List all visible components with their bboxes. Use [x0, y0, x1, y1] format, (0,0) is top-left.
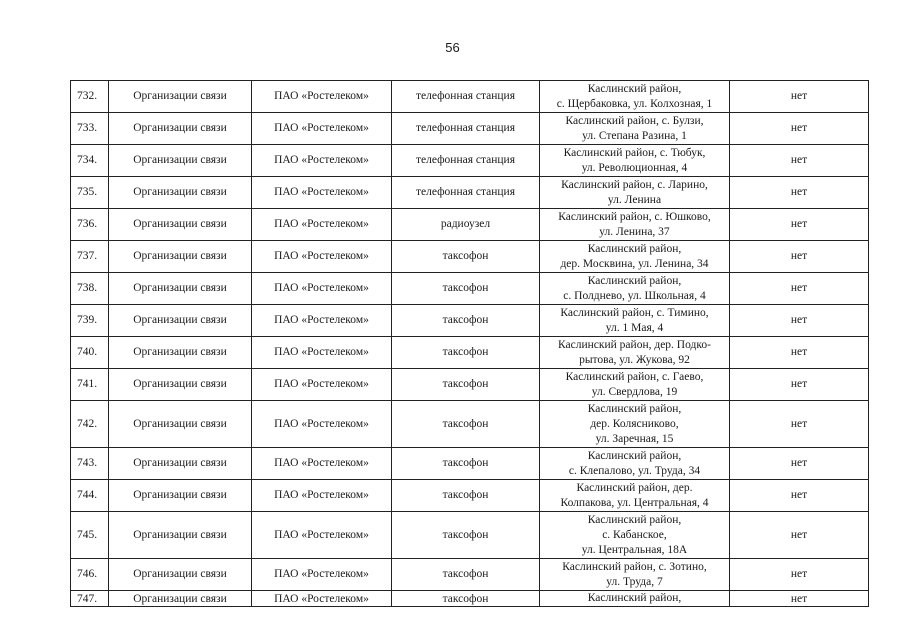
- object-type-cell: таксофон: [392, 480, 540, 512]
- status-cell: нет: [730, 273, 869, 305]
- table-body: [71, 81, 869, 607]
- organization-cell: ПАО «Ростелеком»: [252, 337, 392, 369]
- address-cell: [540, 209, 730, 241]
- address-cell: [540, 591, 730, 607]
- address-line: Каслинский район,: [587, 513, 682, 526]
- organization-cell: ПАО «Ростелеком»: [252, 512, 392, 559]
- row-number-cell: 745.: [71, 512, 109, 559]
- address-line: Каслинский район, с. Зотино,: [562, 560, 707, 573]
- organization-cell: ПАО «Ростелеком»: [252, 177, 392, 209]
- address-cell: [540, 369, 730, 401]
- address-line: ул. Заречная, 15: [595, 432, 674, 445]
- address-line: Каслинский район,: [587, 402, 682, 415]
- table-row: [71, 512, 869, 559]
- object-type-cell: таксофон: [392, 273, 540, 305]
- category-cell: Организации связи: [109, 113, 252, 145]
- table-row: [71, 209, 869, 241]
- organization-cell: ПАО «Ростелеком»: [252, 145, 392, 177]
- table-row: [71, 480, 869, 512]
- address-line: с. Щербаковка, ул. Колхозная, 1: [556, 97, 713, 110]
- category-cell: Организации связи: [109, 241, 252, 273]
- address-line: Каслинский район,: [587, 449, 682, 462]
- organization-cell: ПАО «Ростелеком»: [252, 209, 392, 241]
- status-cell: нет: [730, 145, 869, 177]
- address-line: Каслинский район, с. Булзи,: [565, 114, 704, 127]
- category-cell: Организации связи: [109, 209, 252, 241]
- row-number-cell: 743.: [71, 448, 109, 480]
- object-type-cell: телефонная станция: [392, 177, 540, 209]
- row-number-cell: 746.: [71, 559, 109, 591]
- category-cell: Организации связи: [109, 273, 252, 305]
- object-type-cell: телефонная станция: [392, 145, 540, 177]
- status-cell: нет: [730, 480, 869, 512]
- object-type-cell: радиоузел: [392, 209, 540, 241]
- category-cell: Организации связи: [109, 305, 252, 337]
- category-cell: Организации связи: [109, 591, 252, 607]
- object-type-cell: таксофон: [392, 337, 540, 369]
- address-line: ул. Труда, 7: [606, 575, 663, 588]
- address-cell: [540, 480, 730, 512]
- table-row: [71, 369, 869, 401]
- object-type-cell: таксофон: [392, 559, 540, 591]
- address-cell: [540, 177, 730, 209]
- category-cell: Организации связи: [109, 81, 252, 113]
- table-row: [71, 337, 869, 369]
- organization-cell: ПАО «Ростелеком»: [252, 81, 392, 113]
- address-line: с. Полднево, ул. Школьная, 4: [563, 289, 706, 302]
- table-row: [71, 113, 869, 145]
- status-cell: нет: [730, 401, 869, 448]
- address-line: ул. 1 Мая, 4: [605, 321, 664, 334]
- row-number-cell: 735.: [71, 177, 109, 209]
- address-line: ул. Ленина: [607, 193, 662, 206]
- address-line: ул. Свердлова, 19: [591, 385, 678, 398]
- status-cell: нет: [730, 512, 869, 559]
- table-row: [71, 273, 869, 305]
- row-number-cell: 736.: [71, 209, 109, 241]
- table-row: [71, 177, 869, 209]
- status-cell: нет: [730, 337, 869, 369]
- status-cell: нет: [730, 369, 869, 401]
- organization-cell: ПАО «Ростелеком»: [252, 113, 392, 145]
- organization-cell: ПАО «Ростелеком»: [252, 241, 392, 273]
- table-row: [71, 591, 869, 607]
- address-cell: [540, 559, 730, 591]
- address-line: ул. Степана Разина, 1: [582, 129, 687, 142]
- row-number-cell: 738.: [71, 273, 109, 305]
- address-line: ул. Центральная, 18А: [581, 543, 688, 556]
- address-cell: [540, 241, 730, 273]
- organization-cell: ПАО «Ростелеком»: [252, 448, 392, 480]
- address-line: Каслинский район,: [587, 82, 682, 95]
- address-cell: [540, 512, 730, 559]
- organization-cell: ПАО «Ростелеком»: [252, 480, 392, 512]
- table-row: [71, 241, 869, 273]
- address-line: Каслинский район, с. Гаево,: [565, 370, 704, 383]
- category-cell: Организации связи: [109, 177, 252, 209]
- table-row: [71, 305, 869, 337]
- status-cell: нет: [730, 305, 869, 337]
- object-type-cell: таксофон: [392, 305, 540, 337]
- row-number-cell: 733.: [71, 113, 109, 145]
- category-cell: Организации связи: [109, 369, 252, 401]
- row-number-cell: 732.: [71, 81, 109, 113]
- row-number-cell: 742.: [71, 401, 109, 448]
- organization-cell: ПАО «Ростелеком»: [252, 273, 392, 305]
- status-cell: нет: [730, 241, 869, 273]
- address-line: с. Клепалово, ул. Труда, 34: [568, 464, 701, 477]
- organization-cell: ПАО «Ростелеком»: [252, 305, 392, 337]
- address-line: Каслинский район, с. Тимино,: [560, 306, 709, 319]
- object-type-cell: таксофон: [392, 401, 540, 448]
- address-line: Каслинский район, дер.: [576, 481, 693, 494]
- row-number-cell: 734.: [71, 145, 109, 177]
- table-row: [71, 559, 869, 591]
- status-cell: нет: [730, 113, 869, 145]
- address-line: Колпакова, ул. Центральная, 4: [560, 496, 709, 509]
- category-cell: Организации связи: [109, 337, 252, 369]
- address-cell: [540, 113, 730, 145]
- address-cell: [540, 145, 730, 177]
- page-number: 56: [445, 40, 460, 55]
- status-cell: нет: [730, 81, 869, 113]
- table-row: [71, 448, 869, 480]
- object-type-cell: таксофон: [392, 448, 540, 480]
- table-row: [71, 401, 869, 448]
- address-line: Каслинский район,: [587, 592, 682, 604]
- category-cell: Организации связи: [109, 448, 252, 480]
- row-number-cell: 741.: [71, 369, 109, 401]
- row-number-cell: 740.: [71, 337, 109, 369]
- address-line: ул. Ленина, 37: [599, 225, 670, 238]
- category-cell: Организации связи: [109, 145, 252, 177]
- table-row: [71, 145, 869, 177]
- status-cell: нет: [730, 559, 869, 591]
- address-line: дер. Москвина, ул. Ленина, 34: [560, 257, 709, 270]
- address-cell: [540, 448, 730, 480]
- organization-cell: ПАО «Ростелеком»: [252, 369, 392, 401]
- organization-cell: ПАО «Ростелеком»: [252, 591, 392, 607]
- category-cell: Организации связи: [109, 512, 252, 559]
- status-cell: нет: [730, 209, 869, 241]
- address-cell: [540, 337, 730, 369]
- object-type-cell: таксофон: [392, 591, 540, 607]
- object-type-cell: телефонная станция: [392, 81, 540, 113]
- registry-table: [70, 80, 869, 607]
- status-cell: нет: [730, 448, 869, 480]
- address-cell: [540, 401, 730, 448]
- address-line: ул. Революционная, 4: [581, 161, 688, 174]
- address-line: с. Кабанское,: [602, 528, 667, 541]
- status-cell: нет: [730, 177, 869, 209]
- category-cell: Организации связи: [109, 480, 252, 512]
- table-row: [71, 81, 869, 113]
- address-line: дер. Колясниково,: [590, 417, 679, 430]
- address-cell: [540, 273, 730, 305]
- organization-cell: ПАО «Ростелеком»: [252, 401, 392, 448]
- address-line: Каслинский район,: [587, 242, 682, 255]
- category-cell: Организации связи: [109, 559, 252, 591]
- address-cell: [540, 305, 730, 337]
- object-type-cell: таксофон: [392, 241, 540, 273]
- address-line: Каслинский район, дер. Подко-: [558, 338, 711, 351]
- category-cell: Организации связи: [109, 401, 252, 448]
- address-line: Каслинский район,: [587, 274, 682, 287]
- row-number-cell: 744.: [71, 480, 109, 512]
- address-line: Каслинский район, с. Тюбук,: [563, 146, 706, 159]
- row-number-cell: 747.: [71, 591, 109, 607]
- address-cell: [540, 81, 730, 113]
- object-type-cell: телефонная станция: [392, 113, 540, 145]
- row-number-cell: 739.: [71, 305, 109, 337]
- address-line: Каслинский район, с. Ларино,: [561, 178, 708, 191]
- address-line: рытова, ул. Жукова, 92: [579, 353, 690, 366]
- status-cell: нет: [730, 591, 869, 607]
- address-line: Каслинский район, с. Юшково,: [558, 210, 711, 223]
- row-number-cell: 737.: [71, 241, 109, 273]
- object-type-cell: таксофон: [392, 512, 540, 559]
- organization-cell: ПАО «Ростелеком»: [252, 559, 392, 591]
- object-type-cell: таксофон: [392, 369, 540, 401]
